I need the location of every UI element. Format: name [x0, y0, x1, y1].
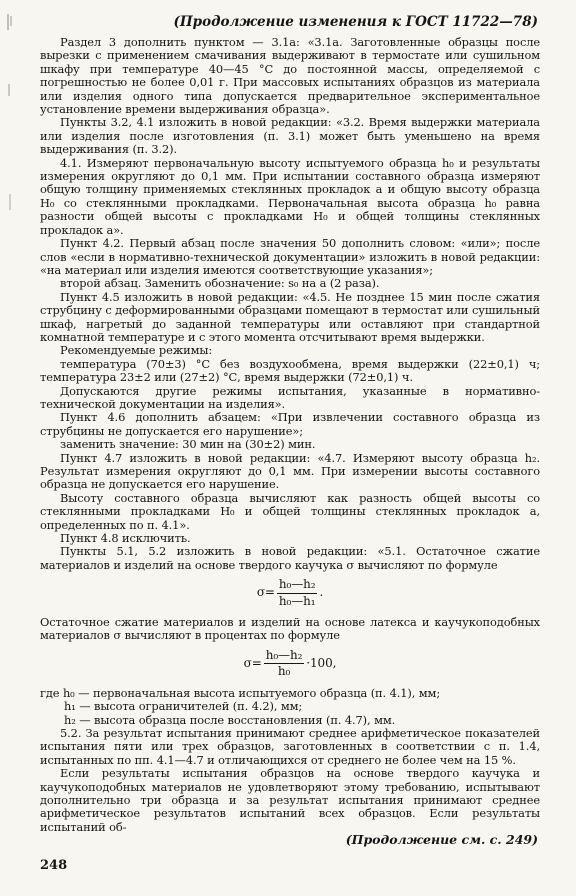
- fraction-numerator: h₀—h₂: [264, 649, 305, 664]
- paragraph: Допускаются другие режимы испытания, указанные в нормативно-технической документации на изделия».: [40, 383, 540, 411]
- paragraph: 5.2. За результат испытания принимают среднее арифметическое показателей испытания пяти или трех образцов, заготовленных в соответствии с п. 1.4, испытанных по пп. 4.1—4.7 и отличающихся от среднего не более чем на 15 %.: [40, 725, 540, 767]
- formula-tail: .: [319, 585, 324, 600]
- continuation-note: (Продолжение см. с. 249): [345, 832, 538, 847]
- formula-latex: [40, 649, 540, 679]
- paragraph: Высоту составного образца вычисляют как разность общей высоты со стеклянными прокладками H₀ и общей толщины стеклянных прокладок a, определенных по п. 4.1».: [40, 490, 540, 532]
- definition-line: h₂ — высота образца после восстановления (п. 4.7), мм.: [64, 712, 396, 727]
- paragraph: Пункт 4.8 исключить.: [60, 531, 191, 546]
- fraction-numerator: h₀—h₂: [277, 578, 318, 593]
- paragraph: Пункт 4.6 дополнить абзацем: «При извлечении составного образца из струбцины не допускается его нарушение»;: [40, 410, 540, 438]
- fraction: [264, 649, 305, 679]
- definition-line: h₁ — высота ограничителей (п. 4.2), мм;: [64, 699, 303, 714]
- paragraph: заменить значение: 30 мин на (30±2) мин.: [60, 437, 316, 452]
- margin-marks: [4, 4, 18, 224]
- paragraph: Если результаты испытания образцов на основе твердого каучука и каучукоподобных материалов не удовлетворяют этому требованию, испытывают дополнительно три образца и за результат испытания принимают среднее арифметическое результатов испытаний всех образцов. Если результаты испытаний об-: [40, 766, 540, 834]
- formula-solid-rubber: [40, 578, 540, 608]
- paragraph: Пункт 4.5 изложить в новой редакции: «4.5. Не позднее 15 мин после сжатия струбцину с деформированными образцами помещают в термостат или сушильный шкаф, нагретый до заданной температуры или оставляют при стандартной комнатной температуре и с этого момента отсчитывают время выдержки.: [40, 289, 540, 344]
- paragraph: Пункт 4.7 изложить в новой редакции: «4.7. Измеряют высоту образца h₂. Результат измерения округляют до 0,1 мм. При измерении высоты составного образца не допускается его нарушение.: [40, 450, 540, 492]
- fraction-denominator: h₀: [277, 664, 291, 679]
- paragraph: Остаточное сжатие материалов и изделий на основе латекса и каучукоподобных материалов σ вычисляют в процентах по формуле: [40, 615, 540, 643]
- formula-lhs: σ=: [256, 585, 275, 600]
- paragraph: Пункт 4.2. Первый абзац после значения 50 дополнить словом: «или»; после слов «если в нормативно-технической документации» изложить в новой редакции: «на материал или изделия имеются соответствующие указания»;: [40, 236, 540, 277]
- paragraph: второй абзац. Заменить обозначение: s₀ на a (2 раза).: [60, 276, 380, 291]
- formula-tail: ·100,: [306, 656, 337, 671]
- fraction: [277, 578, 318, 608]
- fraction-denominator: h₀—h₁: [278, 593, 316, 608]
- paragraph: Пункты 3.2, 4.1 изложить в новой редакции: «3.2. Время выдержки материала или изделия после изготовления (п. 3.1) может быть уменьшено на время выдерживания (п. 3.2).: [40, 115, 540, 157]
- paragraph: 4.1. Измеряют первоначальную высоту испытуемого образца h₀ и результаты измерения округляют до 0,1 мм. При испытании составного образца измеряют общую толщину применяемых стеклянных прокладок a и общую высоту образца H₀ со стеклянными прокладками. Первоначальная высота образца h₀ равна разности общей высоты с прокладками H₀ и общей толщины стеклянных прокладок a».: [40, 155, 540, 237]
- paragraph: температура (70±3) °С без воздухообмена, время выдержки (22±0,1) ч; температура 23±2 или (27±2) °С, время выдержки (72±0,1) ч.: [40, 356, 540, 385]
- definition-line: где h₀ — первоначальная высота испытуемого образца (п. 4.1), мм;: [40, 685, 441, 700]
- formula-lhs: σ=: [243, 656, 262, 671]
- paragraph: Пункты 5.1, 5.2 изложить в новой редакции: «5.1. Остаточное сжатие материалов и изделий на основе твердого каучука σ вычисляют по формуле: [40, 544, 540, 572]
- paragraph: Раздел 3 дополнить пунктом — 3.1а: «3.1а. Заготовленные образцы после вырезки с применением смачивания выдерживают в термостате или сушильном шкафу при температуре 40—45 °С до постоянной массы, определяемой с погрешностью не более 0,01 г. При массовых испытаниях образцов из материала или изделия одного типа допускается предварительное экспериментальное установление времени выдерживания образца».: [40, 35, 540, 117]
- body-text: [40, 36, 540, 834]
- page-number: 248: [40, 858, 68, 873]
- paragraph: Рекомендуемые режимы:: [60, 343, 213, 358]
- running-header: (Продолжение изменения к ГОСТ 11722—78): [173, 14, 538, 30]
